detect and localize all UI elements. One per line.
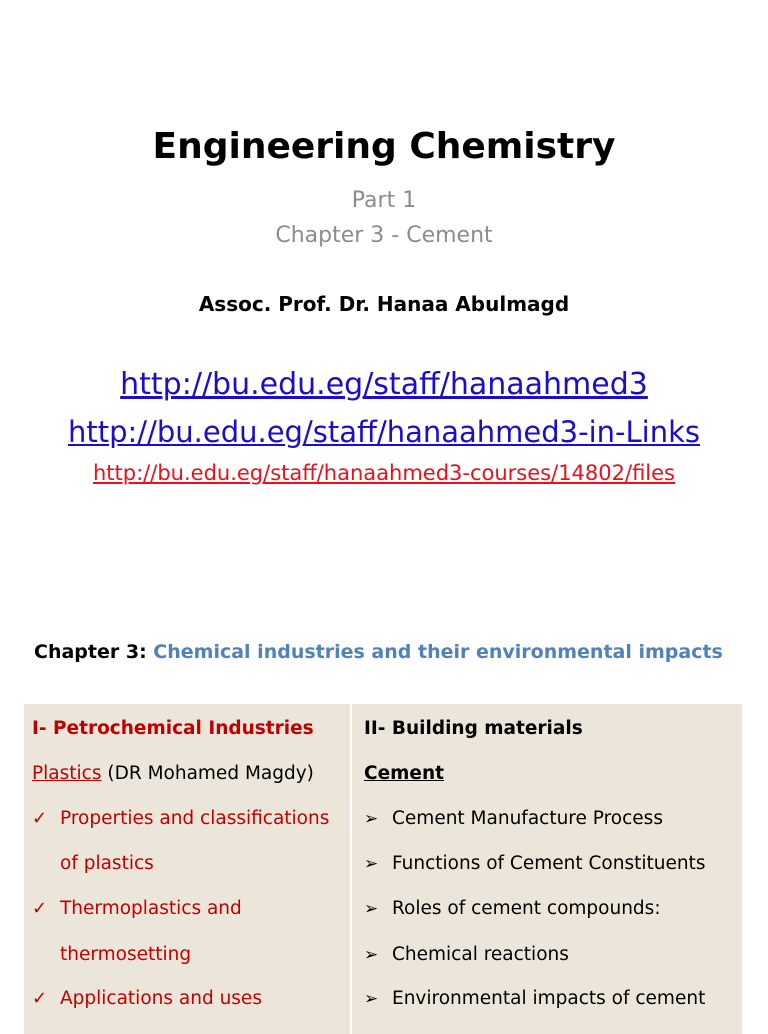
left-subject-name: Plastics — [32, 763, 102, 784]
list-item-label: Environmental impacts of cement — [392, 988, 706, 1009]
check-icon: ✓ — [32, 898, 48, 919]
list-item-label: of plastics — [60, 853, 154, 874]
contents-slide — [0, 576, 768, 1024]
check-icon: ✓ — [32, 808, 48, 829]
arrow-bullet-icon: ➢ — [364, 899, 379, 919]
staff-link[interactable]: http://bu.edu.eg/staff/hanaahmed3 — [120, 367, 648, 402]
check-icon: ✓ — [32, 988, 48, 1009]
arrow-bullet-icon: ➢ — [364, 989, 379, 1009]
chapter-heading-text: Chemical industries and their environmental impacts — [153, 641, 723, 663]
list-item-label: thermosetting — [60, 944, 192, 965]
left-subject — [32, 761, 314, 787]
slide-title: Engineering Chemistry — [152, 126, 616, 167]
chapter-heading — [34, 638, 723, 666]
topics-table — [24, 704, 742, 1034]
author-name: Assoc. Prof. Dr. Hanaa Abulmagd — [198, 292, 570, 316]
list-item-label: Cement Manufacture Process — [392, 808, 663, 829]
list-item-label: Thermoplastics and — [60, 898, 242, 919]
course-files-link[interactable]: http://bu.edu.eg/staff/hanaahmed3-courses/14802/files — [93, 461, 675, 485]
part-subtitle: Part 1 — [351, 188, 417, 213]
arrow-bullet-icon: ➢ — [364, 809, 379, 829]
chapter-subtitle: Chapter 3 - Cement — [275, 223, 493, 248]
right-section-heading: II- Building materials — [364, 718, 583, 739]
arrow-bullet-icon: ➢ — [364, 945, 379, 965]
list-item-label: Properties and classifications — [60, 808, 330, 829]
right-subject: Cement — [364, 763, 444, 784]
list-item-label: Applications and uses — [60, 988, 262, 1009]
chapter-heading-label: Chapter 3: — [34, 641, 147, 663]
left-section-heading: I- Petrochemical Industries — [32, 718, 314, 739]
list-item-label: Roles of cement compounds: — [392, 898, 661, 919]
list-item-label: Functions of Cement Constituents — [392, 853, 706, 874]
list-item-label: Chemical reactions — [392, 944, 569, 965]
left-subject-note: (DR Mohamed Magdy) — [107, 763, 314, 784]
arrow-bullet-icon: ➢ — [364, 854, 379, 874]
staff-links-link[interactable]: http://bu.edu.eg/staff/hanaahmed3-in-Links — [68, 415, 700, 449]
column-divider — [350, 704, 352, 1034]
